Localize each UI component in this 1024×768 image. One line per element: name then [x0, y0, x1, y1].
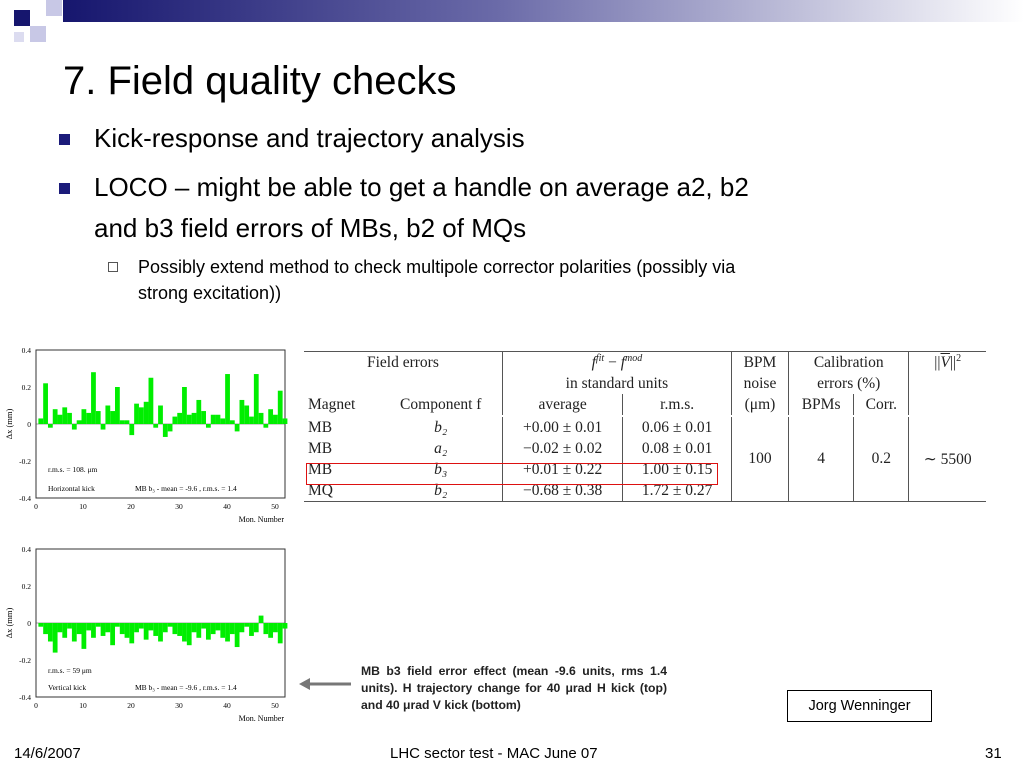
- bar: [192, 413, 197, 424]
- bar: [268, 409, 273, 424]
- bar: [53, 409, 58, 424]
- cell-rms: 0.08 ± 0.01: [623, 438, 732, 459]
- header-bpms: BPMs: [788, 394, 853, 416]
- y-tick-label: -0.4: [19, 693, 31, 702]
- field-errors-table: [304, 351, 986, 509]
- sub-bullet-marker: [108, 262, 118, 272]
- bar: [81, 409, 86, 424]
- bar: [72, 424, 77, 430]
- header-fdiff-sub: in standard units: [502, 373, 731, 394]
- x-tick-label: 20: [127, 701, 135, 710]
- cell-rms: 0.06 ± 0.01: [623, 416, 732, 438]
- x-tick-label: 0: [34, 701, 38, 710]
- x-axis-label: Mon. Number: [238, 515, 284, 524]
- bar: [172, 623, 177, 634]
- cell-rms: 1.00 ± 0.15: [623, 459, 732, 480]
- bar: [225, 623, 230, 642]
- bar: [249, 417, 254, 424]
- y-tick-label: -0.4: [19, 494, 31, 503]
- cell-component: a₂: [380, 438, 503, 459]
- cell-component: b₂: [380, 480, 503, 502]
- bar: [230, 420, 235, 424]
- cell-calib-bpms: 4: [788, 416, 853, 502]
- cell-average: +0.01 ± 0.22: [502, 459, 623, 480]
- x-axis-label: Mon. Number: [238, 714, 284, 723]
- bar: [163, 623, 168, 632]
- bar: [149, 623, 154, 630]
- bar: [225, 374, 230, 424]
- header-calibration-sub: errors (%): [788, 373, 908, 394]
- bar: [283, 418, 288, 424]
- bar: [182, 387, 187, 424]
- bar: [91, 372, 96, 424]
- bar: [259, 413, 264, 424]
- bar: [38, 418, 43, 424]
- bar: [158, 406, 163, 425]
- x-tick-label: 40: [223, 502, 231, 511]
- header-bpm: BPM: [731, 352, 788, 374]
- bar: [254, 623, 259, 632]
- highlight-box: [306, 463, 718, 485]
- bullet-1: Kick-response and trajectory analysis: [94, 123, 525, 153]
- x-ticks: [34, 502, 279, 511]
- y-tick-label: 0: [27, 420, 31, 429]
- bar: [163, 424, 168, 437]
- y-tick-label: 0.4: [21, 346, 31, 355]
- footer-center: LHC sector test - MAC June 07: [390, 745, 598, 762]
- header-blank: [909, 373, 986, 394]
- bar: [86, 623, 91, 630]
- bar: [201, 411, 206, 424]
- header-component: Component f: [380, 394, 503, 416]
- cell-calib-corr: 0.2: [854, 416, 909, 502]
- bar: [58, 415, 63, 424]
- sub-bullet-line-1: Possibly extend method to check multipole corrector polarities (possibly via: [138, 257, 736, 277]
- bar: [244, 623, 249, 627]
- header-vnorm: $||\overline{V}||^2$: [934, 352, 962, 372]
- header-magnet: Magnet: [308, 395, 356, 413]
- bullet-marker: [59, 134, 70, 145]
- author-box: Jorg Wenninger: [787, 690, 932, 722]
- y-tick-label: 0.4: [21, 545, 31, 554]
- bar: [67, 413, 72, 424]
- bar: [62, 623, 67, 638]
- bar: [196, 623, 201, 638]
- sub-bullet-line-2: strong excitation)): [138, 283, 282, 303]
- header-bpm-unit: (μm): [731, 394, 788, 416]
- cell-component: b₃: [380, 459, 503, 480]
- bar: [168, 623, 173, 627]
- bar: [72, 623, 77, 642]
- cell-magnet: MB: [308, 460, 333, 478]
- bar: [120, 623, 125, 634]
- bar: [268, 623, 273, 638]
- bar: [177, 413, 182, 424]
- bar: [144, 402, 149, 424]
- bar: [81, 623, 86, 649]
- header-corr: Corr.: [854, 394, 909, 416]
- bar: [158, 623, 163, 642]
- cell-average: −0.68 ± 0.38: [502, 480, 623, 502]
- arrow-left-icon: [297, 677, 353, 691]
- table-row: [304, 416, 986, 438]
- bar: [139, 407, 144, 424]
- header-decoration: [0, 0, 1024, 48]
- bar: [96, 623, 101, 627]
- bar: [240, 623, 245, 632]
- bar: [48, 424, 53, 428]
- y-ticks: [19, 346, 31, 503]
- bar: [96, 411, 101, 424]
- mb-stats-label: MB b₃ - mean = -9.6 , r.m.s. = 1.4: [135, 484, 237, 493]
- bar: [216, 623, 221, 630]
- bar: [283, 623, 288, 629]
- bar: [187, 415, 192, 424]
- vertical-kick-plot: [0, 539, 300, 727]
- bar: [134, 404, 139, 424]
- bar: [168, 424, 173, 431]
- page-number: 31: [985, 745, 1002, 762]
- mb-stats-label: MB b₃ - mean = -9.6 , r.m.s. = 1.4: [135, 683, 237, 692]
- bar: [105, 623, 110, 632]
- bar: [278, 391, 283, 424]
- bar: [254, 374, 259, 424]
- bar: [216, 415, 221, 424]
- bar: [38, 623, 43, 627]
- kick-label: Horizontal kick: [48, 484, 95, 493]
- bar-series: [36, 372, 287, 437]
- cell-magnet: MB: [308, 439, 333, 457]
- cell-magnet: MB: [304, 416, 380, 438]
- bar: [196, 400, 201, 424]
- bar-series: [36, 616, 287, 653]
- cell-bpm-noise: 100: [731, 416, 788, 502]
- bar: [53, 623, 58, 653]
- bullet-2-line-1: LOCO – might be able to get a handle on average a2, b2: [94, 172, 749, 202]
- bar: [201, 623, 206, 629]
- header-rms: r.m.s.: [623, 394, 732, 416]
- bar: [105, 406, 110, 425]
- x-ticks: [34, 701, 279, 710]
- header-calibration: Calibration: [788, 352, 908, 374]
- bar: [115, 387, 120, 424]
- bar: [144, 623, 149, 640]
- bar: [77, 623, 82, 634]
- x-tick-label: 30: [175, 701, 183, 710]
- bar: [115, 623, 120, 627]
- bar: [273, 623, 278, 632]
- bar: [263, 424, 268, 428]
- bullet-marker: [59, 183, 70, 194]
- x-tick-label: 0: [34, 502, 38, 511]
- bar: [172, 417, 177, 424]
- bar: [273, 415, 278, 424]
- bar: [101, 623, 106, 636]
- bar: [182, 623, 187, 642]
- bar: [91, 623, 96, 638]
- x-tick-label: 40: [223, 701, 231, 710]
- bar: [244, 406, 249, 425]
- bar: [101, 424, 106, 430]
- bar: [43, 383, 48, 424]
- bar: [206, 424, 211, 428]
- bullet-2-line-2: and b3 field errors of MBs, b2 of MQs: [94, 213, 527, 243]
- bar: [125, 623, 130, 638]
- y-axis-label: Δx (mm): [4, 607, 14, 639]
- bar: [235, 424, 240, 431]
- header-average: average: [502, 394, 623, 416]
- x-tick-label: 50: [271, 701, 279, 710]
- bar: [240, 400, 245, 424]
- bar: [153, 424, 158, 428]
- bar: [206, 623, 211, 640]
- bar: [129, 424, 134, 435]
- bar: [149, 378, 154, 424]
- footer-date: 14/6/2007: [14, 745, 81, 762]
- cell-rms: 1.72 ± 0.27: [623, 480, 732, 502]
- slide-title: 7. Field quality checks: [63, 59, 457, 103]
- bar: [153, 623, 158, 636]
- bar: [249, 623, 254, 636]
- bar: [220, 418, 225, 424]
- cell-average: −0.02 ± 0.02: [502, 438, 623, 459]
- header-blank: [304, 373, 502, 394]
- kick-label: Vertical kick: [48, 683, 87, 692]
- header-blank: [909, 394, 986, 416]
- bar: [129, 623, 134, 643]
- bar: [230, 623, 235, 634]
- bar: [48, 623, 53, 642]
- y-axis-label: Δx (mm): [4, 408, 14, 440]
- bar: [120, 420, 125, 424]
- y-tick-label: 0.2: [21, 582, 31, 591]
- cell-component: b₂: [380, 416, 503, 438]
- bar: [211, 415, 216, 424]
- bar: [43, 623, 48, 634]
- y-tick-label: 0.2: [21, 383, 31, 392]
- y-ticks: [19, 545, 31, 702]
- x-tick-label: 20: [127, 502, 135, 511]
- bar: [67, 623, 72, 629]
- horizontal-kick-plot: [0, 340, 300, 528]
- y-tick-label: 0: [27, 619, 31, 628]
- bar: [110, 623, 115, 645]
- bar: [211, 623, 216, 634]
- bar: [139, 623, 144, 629]
- bar: [263, 623, 268, 634]
- plot-caption: MB b3 field error effect (mean -9.6 units, rms 1.4 units). H trajectory change for 40 μrad H kick (top) and 40 μrad V kick (bottom): [361, 664, 667, 712]
- bar: [77, 420, 82, 424]
- header-bpm-sub: noise: [731, 373, 788, 394]
- y-tick-label: -0.2: [19, 656, 31, 665]
- x-tick-label: 10: [79, 701, 87, 710]
- rms-label: r.m.s. = 108. μm: [48, 465, 98, 474]
- bar: [58, 623, 63, 632]
- bar: [86, 413, 91, 424]
- bar: [110, 411, 115, 424]
- header-fdiff: $f^{fit} - f^{mod}$: [502, 352, 731, 374]
- x-tick-label: 50: [271, 502, 279, 511]
- bar: [125, 420, 130, 424]
- rms-label: r.m.s. = 59 μm: [48, 666, 92, 675]
- bar: [278, 623, 283, 643]
- bar: [62, 407, 67, 424]
- bar: [220, 623, 225, 638]
- bar: [259, 616, 264, 623]
- cell-average: +0.00 ± 0.01: [502, 416, 623, 438]
- y-tick-label: -0.2: [19, 457, 31, 466]
- cell-magnet: MQ: [308, 481, 333, 499]
- bar: [192, 623, 197, 632]
- x-tick-label: 10: [79, 502, 87, 511]
- cell-vnorm: ∼ 5500: [909, 416, 986, 502]
- bar: [134, 623, 139, 632]
- bar: [235, 623, 240, 647]
- header-field-errors: Field errors: [304, 352, 502, 374]
- bar: [177, 623, 182, 636]
- x-tick-label: 30: [175, 502, 183, 511]
- bar: [187, 623, 192, 645]
